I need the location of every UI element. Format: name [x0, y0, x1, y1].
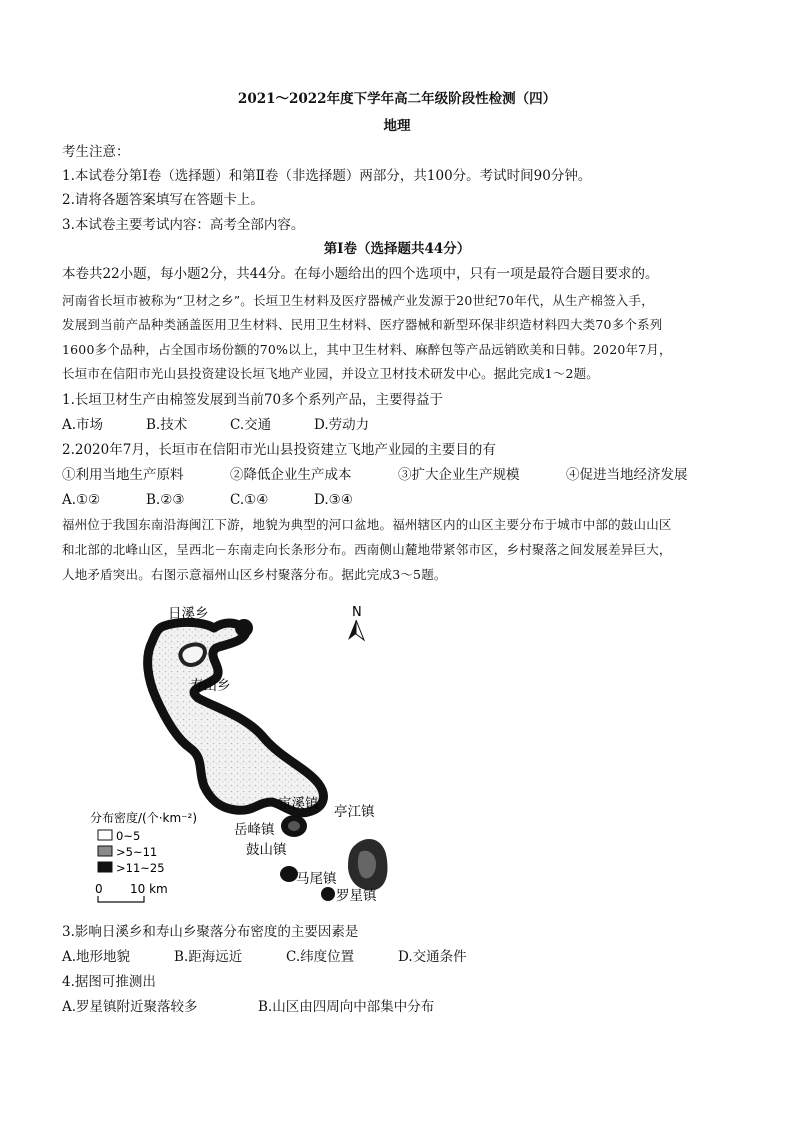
- north-arrow-icon: [348, 605, 364, 640]
- q2-options: [62, 491, 353, 509]
- passage1-line: 发展到当前产品种类涵盖医用卫生材料、民用卫生材料、医疗器械和新型环保非织造材料四大类70多个系列: [62, 317, 663, 332]
- passage1-line: 1600多个品种，占全国市场份额的70%以上，其中卫生材料、麻醉包等产品远销欧美和日韩。2020年7月，: [62, 342, 672, 357]
- label-shoushan: 寿山乡: [190, 678, 231, 694]
- q2-choice-2: ②降低企业生产成本: [230, 467, 352, 483]
- q1-option-c[interactable]: C.交通: [230, 417, 272, 433]
- mountain-region-main: [148, 622, 324, 812]
- label-rixi: 日溪乡: [168, 606, 209, 622]
- passage1-line: 长垣市在信阳市光山县投资建设长垣飞地产业园，并设立卫材技术研发中心。据此完成1～2题。: [62, 366, 600, 381]
- legend-swatch-mid: [98, 846, 112, 856]
- legend-label-high: >11~25: [116, 861, 165, 875]
- passage2-line: 和北部的北峰山区，呈西北－东南走向长条形分布。西南侧山麓地带紧邻市区，乡村聚落之间发展差异巨大，: [62, 542, 672, 557]
- notice-item-2: 2.请将各题答案填写在答题卡上。: [62, 192, 264, 208]
- q2-option-d[interactable]: D.③④: [314, 492, 353, 508]
- scale-label-zero: 0: [95, 882, 103, 896]
- subject-title: 地理: [383, 118, 411, 134]
- notice-heading: 考生注意：: [62, 144, 130, 160]
- luoxing-dot: [321, 887, 335, 901]
- q3-option-a[interactable]: A.地形地貌: [62, 949, 131, 965]
- q3-options: [62, 948, 467, 966]
- label-tingjiang: 亭江镇: [334, 804, 375, 820]
- label-mawei: 马尾镇: [296, 871, 337, 887]
- q1-option-b[interactable]: B.技术: [146, 417, 188, 433]
- notice-item-3: 3.本试卷主要考试内容：高考全部内容。: [62, 217, 305, 233]
- q1-stem: 1.长垣卫材生产由棉签发展到当前70多个系列产品，主要得益于: [62, 392, 444, 408]
- q2-option-a[interactable]: A.①②: [62, 492, 101, 508]
- q2-option-b[interactable]: B.②③: [146, 492, 185, 508]
- rixi-dot: [235, 619, 253, 637]
- exam-title: 2021～2022年度下学年高二年级阶段性检测（四）: [237, 91, 557, 107]
- q4-option-b[interactable]: B.山区由四周向中部集中分布: [258, 999, 435, 1015]
- q2-choices: [62, 466, 688, 484]
- q1-option-a[interactable]: A.市场: [62, 417, 104, 433]
- mountain-inner-patch: [180, 644, 205, 664]
- scale-label-distance: 10 km: [130, 882, 168, 896]
- legend-swatch-low: [98, 830, 112, 840]
- q2-choice-4: ④促进当地经济发展: [566, 467, 688, 483]
- label-yuefeng: 岳峰镇: [234, 822, 275, 838]
- legend-title: 分布密度/(个·km⁻²): [90, 811, 198, 825]
- section-intro: 本卷共22小题，每小题2分，共44分。在每小题给出的四个选项中，只有一项是最符合题目要求的。: [62, 266, 659, 282]
- q1-options: [62, 416, 369, 434]
- passage2-line: 福州位于我国东南沿海闽江下游，地貌为典型的河口盆地。福州辖区内的山区主要分布于城市中部的鼓山山区: [62, 517, 672, 532]
- section-heading: 第Ⅰ卷（选择题共44分）: [323, 241, 471, 257]
- q3-option-c[interactable]: C.纬度位置: [286, 949, 355, 965]
- q2-choice-3: ③扩大企业生产规模: [398, 467, 520, 483]
- q3-stem: 3.影响日溪乡和寿山乡聚落分布密度的主要因素是: [62, 924, 359, 940]
- q4-options: [62, 998, 434, 1016]
- q4-option-a[interactable]: A.罗星镇附近聚落较多: [62, 999, 198, 1015]
- q2-choice-1: ①利用当地生产原料: [62, 467, 184, 483]
- passage1-line: 河南省长垣市被称为“卫材之乡”。长垣卫生材料及医疗器械产业发源于20世纪70年代，从生产棉签入手，: [62, 293, 654, 308]
- legend-swatch-high: [98, 862, 112, 872]
- legend-label-mid: >5~11: [116, 845, 158, 859]
- q2-stem: 2.2020年7月，长垣市在信阳市光山县投资建立飞地产业园的主要目的有: [62, 442, 496, 458]
- label-gushan: 鼓山镇: [246, 842, 287, 858]
- q4-stem: 4.据图可推测出: [62, 974, 156, 990]
- fuzhou-settlement-map: [86, 598, 416, 908]
- north-label: N: [352, 605, 362, 620]
- q2-option-c[interactable]: C.①④: [230, 492, 269, 508]
- notice-item-1: 1.本试卷分第Ⅰ卷（选择题）和第Ⅱ卷（非选择题）两部分，共100分。考试时间90分钟。: [62, 168, 592, 184]
- q1-option-d[interactable]: D.劳动力: [314, 417, 370, 433]
- map-legend: [90, 810, 197, 875]
- q3-option-d[interactable]: D.交通条件: [398, 949, 467, 965]
- scale-bar: [95, 882, 168, 902]
- q3-option-b[interactable]: B.距海远近: [174, 949, 243, 965]
- label-luoxing: 罗星镇: [336, 888, 377, 904]
- legend-label-low: 0~5: [116, 829, 141, 843]
- passage2-line: 人地矛盾突出。右图示意福州山区乡村聚落分布。据此完成3～5题。: [62, 567, 447, 582]
- label-huanxi: 宦溪镇: [278, 796, 319, 812]
